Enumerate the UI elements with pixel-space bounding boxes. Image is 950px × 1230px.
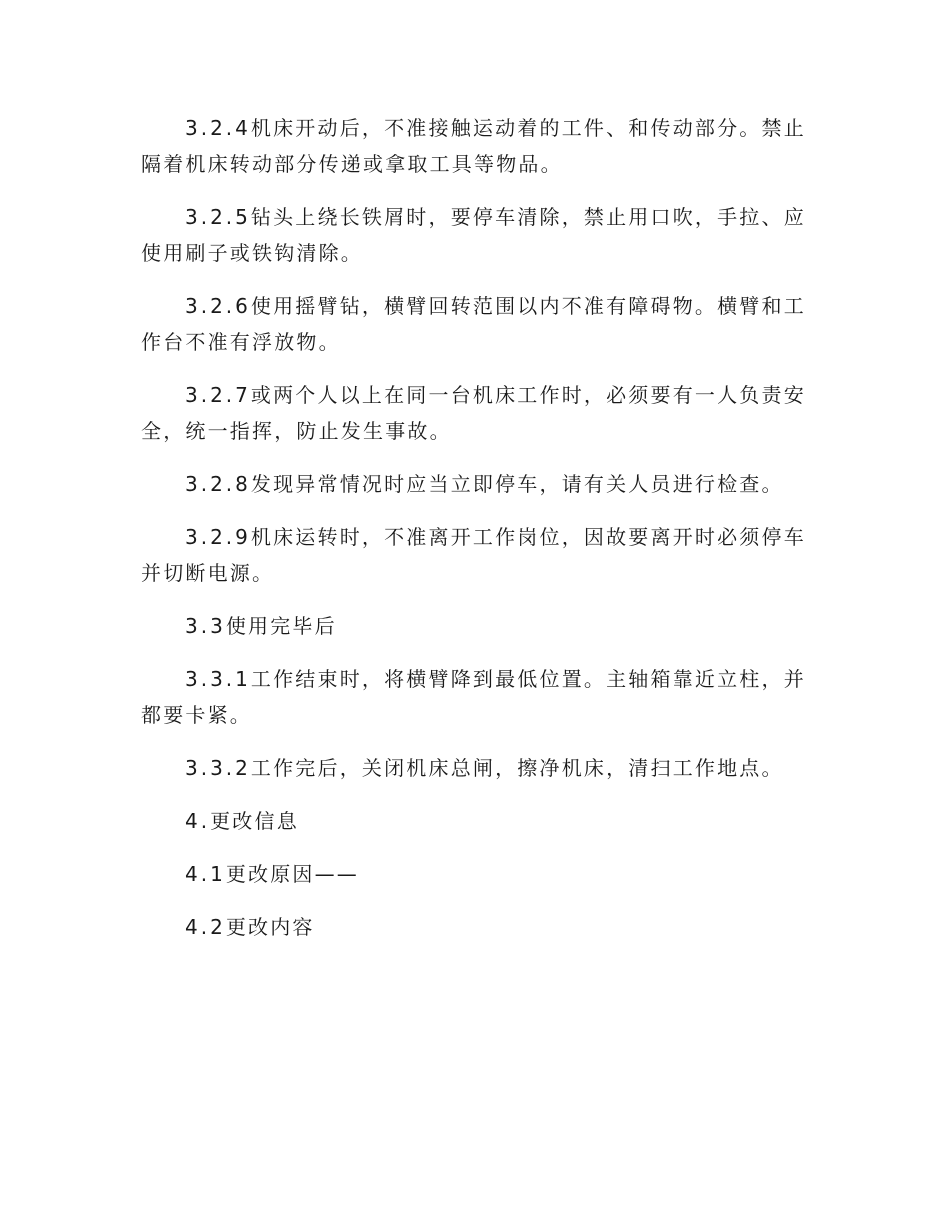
paragraph-number: 3.3 — [185, 614, 226, 638]
paragraph-3-2-5 — [141, 199, 811, 271]
paragraph-text: 或两个人以上在同一台机床工作时，必须要有一人负责安全，统一指挥，防止发生事故。 — [141, 383, 806, 443]
paragraph-number: 3.2.6 — [185, 294, 251, 318]
document-body — [141, 110, 811, 962]
paragraph-text: 工作完后，关闭机床总闸，擦净机床，清扫工作地点。 — [250, 756, 784, 780]
paragraph-number: 3.2.5 — [185, 205, 251, 229]
paragraph-text: 工作结束时，将横臂降到最低位置。主轴箱靠近立柱，并都要卡紧。 — [141, 667, 806, 727]
paragraph-number: 3.3.1 — [185, 667, 251, 691]
paragraph-text: 机床开动后，不准接触运动着的工件、和传动部分。禁止隔着机床转动部分传递或拿取工具等物品。 — [141, 116, 806, 176]
paragraph-3-2-8 — [141, 466, 811, 502]
paragraph-text: 使用摇臂钻，横臂回转范围以内不准有障碍物。横臂和工作台不准有浮放物。 — [141, 294, 806, 354]
paragraph-text: 更改内容 — [225, 915, 315, 939]
paragraph-4-2 — [141, 909, 811, 945]
section-heading-4 — [141, 803, 811, 839]
paragraph-3-3-2 — [141, 750, 811, 786]
paragraph-number: 4.2 — [185, 915, 226, 939]
paragraph-number: 3.2.9 — [185, 525, 251, 549]
paragraph-number: 4.1 — [185, 862, 226, 886]
paragraph-3-2-4 — [141, 110, 811, 182]
paragraph-3-2-6 — [141, 288, 811, 360]
section-heading-3-3 — [141, 608, 811, 644]
paragraph-number: 4. — [185, 809, 211, 833]
paragraph-number: 3.2.7 — [185, 383, 251, 407]
paragraph-text: 使用完毕后 — [225, 614, 337, 638]
paragraph-3-3-1 — [141, 661, 811, 733]
paragraph-text: 更改原因—— — [225, 862, 360, 886]
paragraph-number: 3.3.2 — [185, 756, 251, 780]
paragraph-3-2-7 — [141, 377, 811, 449]
paragraph-text: 更改信息 — [210, 809, 299, 833]
paragraph-4-1 — [141, 856, 811, 892]
paragraph-number: 3.2.8 — [185, 472, 251, 496]
paragraph-text: 发现异常情况时应当立即停车，请有关人员进行检查。 — [250, 472, 784, 496]
paragraph-text: 机床运转时，不准离开工作岗位，因故要离开时必须停车并切断电源。 — [141, 525, 806, 585]
paragraph-number: 3.2.4 — [185, 116, 251, 140]
paragraph-text: 钻头上绕长铁屑时，要停车清除，禁止用口吹，手拉、应使用刷子或铁钩清除。 — [141, 205, 806, 265]
paragraph-3-2-9 — [141, 519, 811, 591]
